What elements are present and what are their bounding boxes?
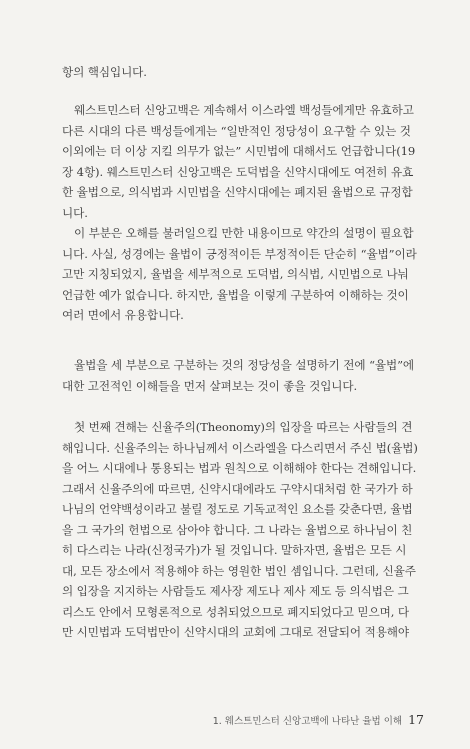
text-line: 한 율법으로, 의식법과 시민법을 신약시대에는 폐지된 율법으로 규정합	[62, 185, 413, 199]
text-line: 해입니다. 신율주의는 하나님께서 이스라엘을 다스리면서 주신 법(율법)	[62, 440, 418, 455]
page-number: 17	[408, 712, 424, 727]
text-line: 항의 핵심입니다.	[62, 65, 147, 79]
text-line: 다른 시대의 다른 백성들에게는 “일반적인 정당성이 요구할 수 있는 것	[62, 123, 411, 138]
text-line: 언급한 예가 없습니다. 하지만, 율법을 이렇게 구분하여 이해하는 것이	[62, 287, 409, 302]
text-line: 의 입장을 지지하는 사람들도 제사장 제도나 제사 제도 등 의식법은 그	[62, 584, 409, 598]
text-line: 니다.	[62, 205, 88, 220]
text-line: 이 부분은 오해를 불러일으킬 만한 내용이므로 약간의 설명이 필요합	[74, 226, 414, 240]
text-line: 웨스트민스터 신앙고백은 계속해서 이스라엘 백성들에게만 유효하고	[74, 103, 414, 117]
text-line: 장 4항). 웨스트민스터 신앙고백은 도덕법을 신약시대에도 여전히 유효	[62, 164, 414, 179]
text-line: 이외에는 더 이상 지킬 의무가 없는” 시민법에 대해서도 언급합니다(19	[62, 144, 416, 158]
text-line: 나님의 언약백성이라고 불릴 정도로 기독교적인 요소를 갖춘다면, 율법	[62, 502, 413, 516]
text-line: 대한 고전적인 이해들을 먼저 살펴보는 것이 좋을 것입니다.	[62, 378, 358, 393]
text-line: 리스도 안에서 모형론적으로 성취되었으므로 폐지되었다고 믿으며, 다	[62, 604, 409, 619]
text-line: 그래서 신율주의에 따르면, 신약시대에라도 구약시대처럼 한 국가가 하	[62, 481, 413, 496]
text-line: 여러 면에서 유용합니다.	[62, 308, 184, 322]
text-line: 첫 번째 견해는 신율주의(Theonomy)의 입장을 따르는 사람들의 견	[74, 420, 413, 434]
running-head: 1. 웨스트민스터 신앙고백에 나타난 율법 이해	[212, 716, 403, 727]
text-line: 율법을 세 부분으로 구분하는 것의 정당성을 설명하기 전에 “율법”에	[74, 358, 415, 372]
text-line: 을 그 국가의 헌법으로 삼아야 합니다. 그 나라는 율법으로 하나님이 친	[62, 522, 413, 537]
text-line: 히 다스리는 나라(신정국가)가 될 것입니다. 말하자면, 율법은 모든 시	[62, 543, 407, 557]
text-line: 을 어느 시대에나 통용되는 법과 원칙으로 이해해야 한다는 견해입니다.	[62, 461, 417, 475]
page-footer	[213, 712, 424, 727]
text-line: 만 시민법과 도덕법만이 신약시대의 교회에 그대로 전달되어 적용해야	[62, 625, 409, 639]
text-line: 대, 모든 장소에서 적용해야 하는 영원한 법인 셈입니다. 그런데, 신율주	[62, 563, 416, 578]
text-line: 니다. 사실, 성경에는 율법이 긍정적이든 부정적이든 단순히 “율법”이라	[62, 246, 417, 261]
text-line: 고만 지칭되었지, 율법을 세부적으로 도덕법, 의식법, 시민법으로 나눠	[62, 267, 409, 281]
